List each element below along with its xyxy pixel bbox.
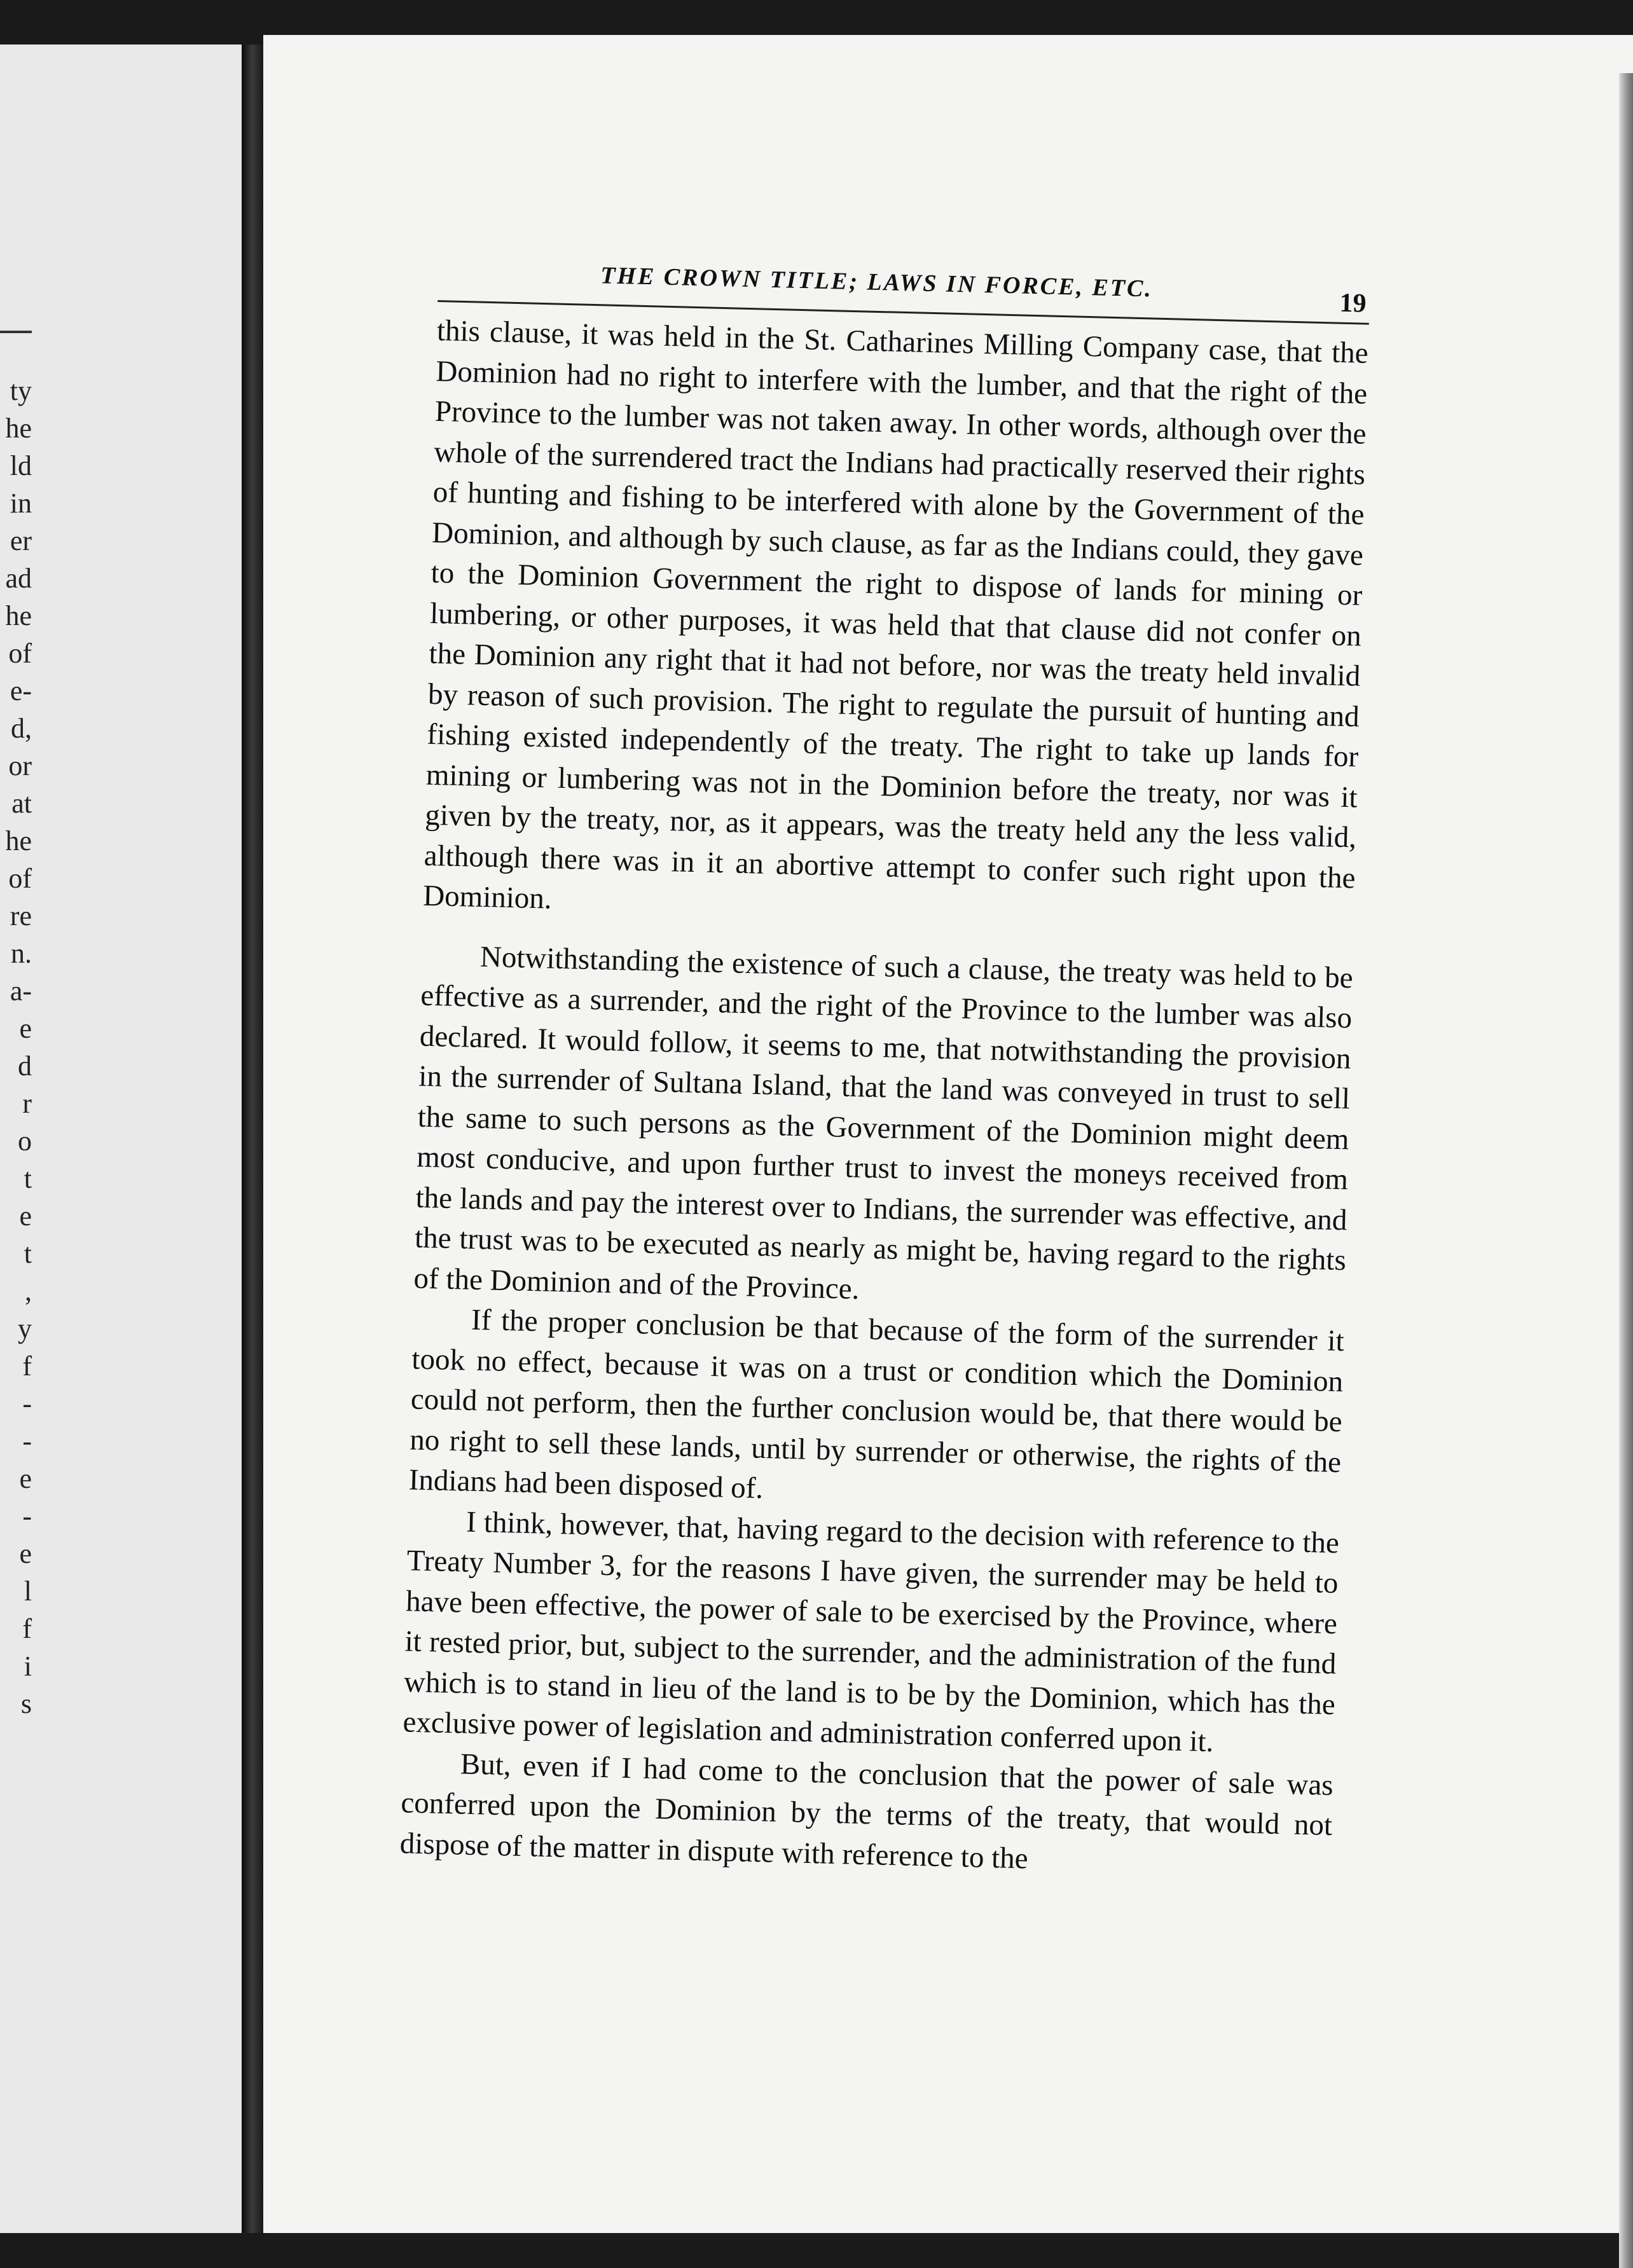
left-fragment: - [22, 1501, 32, 1532]
left-fragment: s [20, 1688, 32, 1719]
left-fragment: a- [10, 975, 32, 1007]
paragraph: this clause, it was held in the St. Catharines Milling Company case, that the Dominion had no right to interfere with the lumber, and that the right of the Province to the lumber was not taken away. In other words, although over the whole of the surrendered tract the Indians had practically reserved their rights of hunting and fishing to be interfered with alone by the Government of the Dominion, and although by such clause, as far as the Indians could, they gave to the Dominion Government the right to dispose of lands for mining or lumbering, or other purposes, it was held that that clause did not confer on the Dominion any right that it had not before, nor was the treaty held invalid by reason of such provision. The right to regulate the pursuit of hunting and fishing existed independently of the treaty. The right to take up lands for mining or lumbering was not in the Dominion before the treaty, nor was it given by the treaty, nor, as it appears, was the treaty held any the less valid, although there was in it an abortive attempt to confer such right upon the Dominion. [422, 313, 1369, 916]
left-fragment: t [24, 1238, 32, 1269]
left-page-text-fragments [0, 372, 32, 1722]
left-fragment: d [18, 1050, 32, 1082]
paragraph: But, even if I had come to the conclusion that the power of sale was conferred upon the Dominion by the terms of the treaty, that would not dispose of the matter in dispute with reference to the [399, 1747, 1334, 1875]
left-fragment: e [19, 1538, 32, 1569]
left-fragment: of [8, 863, 32, 894]
left-fragment: r [22, 1088, 32, 1119]
left-fragment: n. [11, 938, 32, 969]
left-fragment: t [24, 1163, 32, 1194]
page-edge [1619, 73, 1633, 2268]
left-fragment: y [18, 1313, 32, 1344]
left-fragment: l [24, 1576, 32, 1607]
left-fragment: - [22, 1426, 32, 1457]
left-fragment: of [8, 638, 32, 669]
running-title: THE CROWN TITLE; LAWS IN FORCE, ETC. [600, 262, 1154, 303]
left-fragment: , [25, 1275, 32, 1307]
left-fragment: - [22, 1388, 32, 1419]
left-fragment: ld [10, 450, 32, 481]
left-page [0, 45, 248, 2233]
paragraph: I think, however, that, having regard to the decision with reference to the Treaty Number 3, for the reasons I have given, the surrender may be held to have been effective, the power of sale to be exercised by the Province, where it rested prior, but, subject to the surrender, and the administration of the fund which is to stand in lieu of the land is to be by the Dominion, which has the exclusive power of legislation and administration conferred upon it. [402, 1505, 1340, 1759]
left-fragment: re [10, 900, 32, 931]
left-fragment: o [18, 1125, 32, 1157]
left-fragment: er [10, 525, 32, 556]
left-fragment: d, [11, 713, 32, 744]
left-fragment: he [5, 825, 32, 856]
page-text-block [399, 254, 1370, 1887]
left-fragment: ty [10, 375, 32, 406]
left-fragment: or [8, 750, 32, 781]
paragraph: If the proper conclusion be that because of the form of the surrender it took no effect, because it was on a trust or condition which the Dominion could not perform, then the further conclusion would be, that there would be no right to sell these lands, until by surrender or otherwise, the rights of the Indians had been disposed of. [408, 1303, 1345, 1506]
left-fragment: ad [5, 563, 32, 594]
left-fragment: i [24, 1651, 32, 1682]
page-number: 19 [1339, 288, 1367, 319]
left-page-rule [0, 331, 32, 333]
book-gutter [242, 45, 265, 2233]
left-fragment: e [19, 1200, 32, 1232]
left-fragment: he [5, 413, 32, 444]
paragraph: Notwithstanding the existence of such a clause, the treaty was held to be effective as a surrender, and the right of the Province to the lumber was also declared. It would follow, it seems to me, that notwithstanding the provision in the surrender of Sultana Island, that the land was conveyed in trust to sell the same to such persons as the Government of the Dominion might deem most conducive, and upon further trust to invest the moneys received from the lands and pay the interest over to Indians, the surrender was effective, and the trust was to be executed as nearly as might be, having regard to the rights of the Dominion and of the Province. [413, 940, 1354, 1306]
left-fragment: e [19, 1463, 32, 1494]
left-fragment: he [5, 600, 32, 631]
left-fragment: f [22, 1350, 32, 1382]
left-fragment: in [10, 488, 32, 519]
left-fragment: e [19, 1013, 32, 1044]
left-fragment: f [22, 1613, 32, 1644]
left-fragment: at [11, 788, 32, 819]
left-fragment: e- [10, 675, 32, 706]
